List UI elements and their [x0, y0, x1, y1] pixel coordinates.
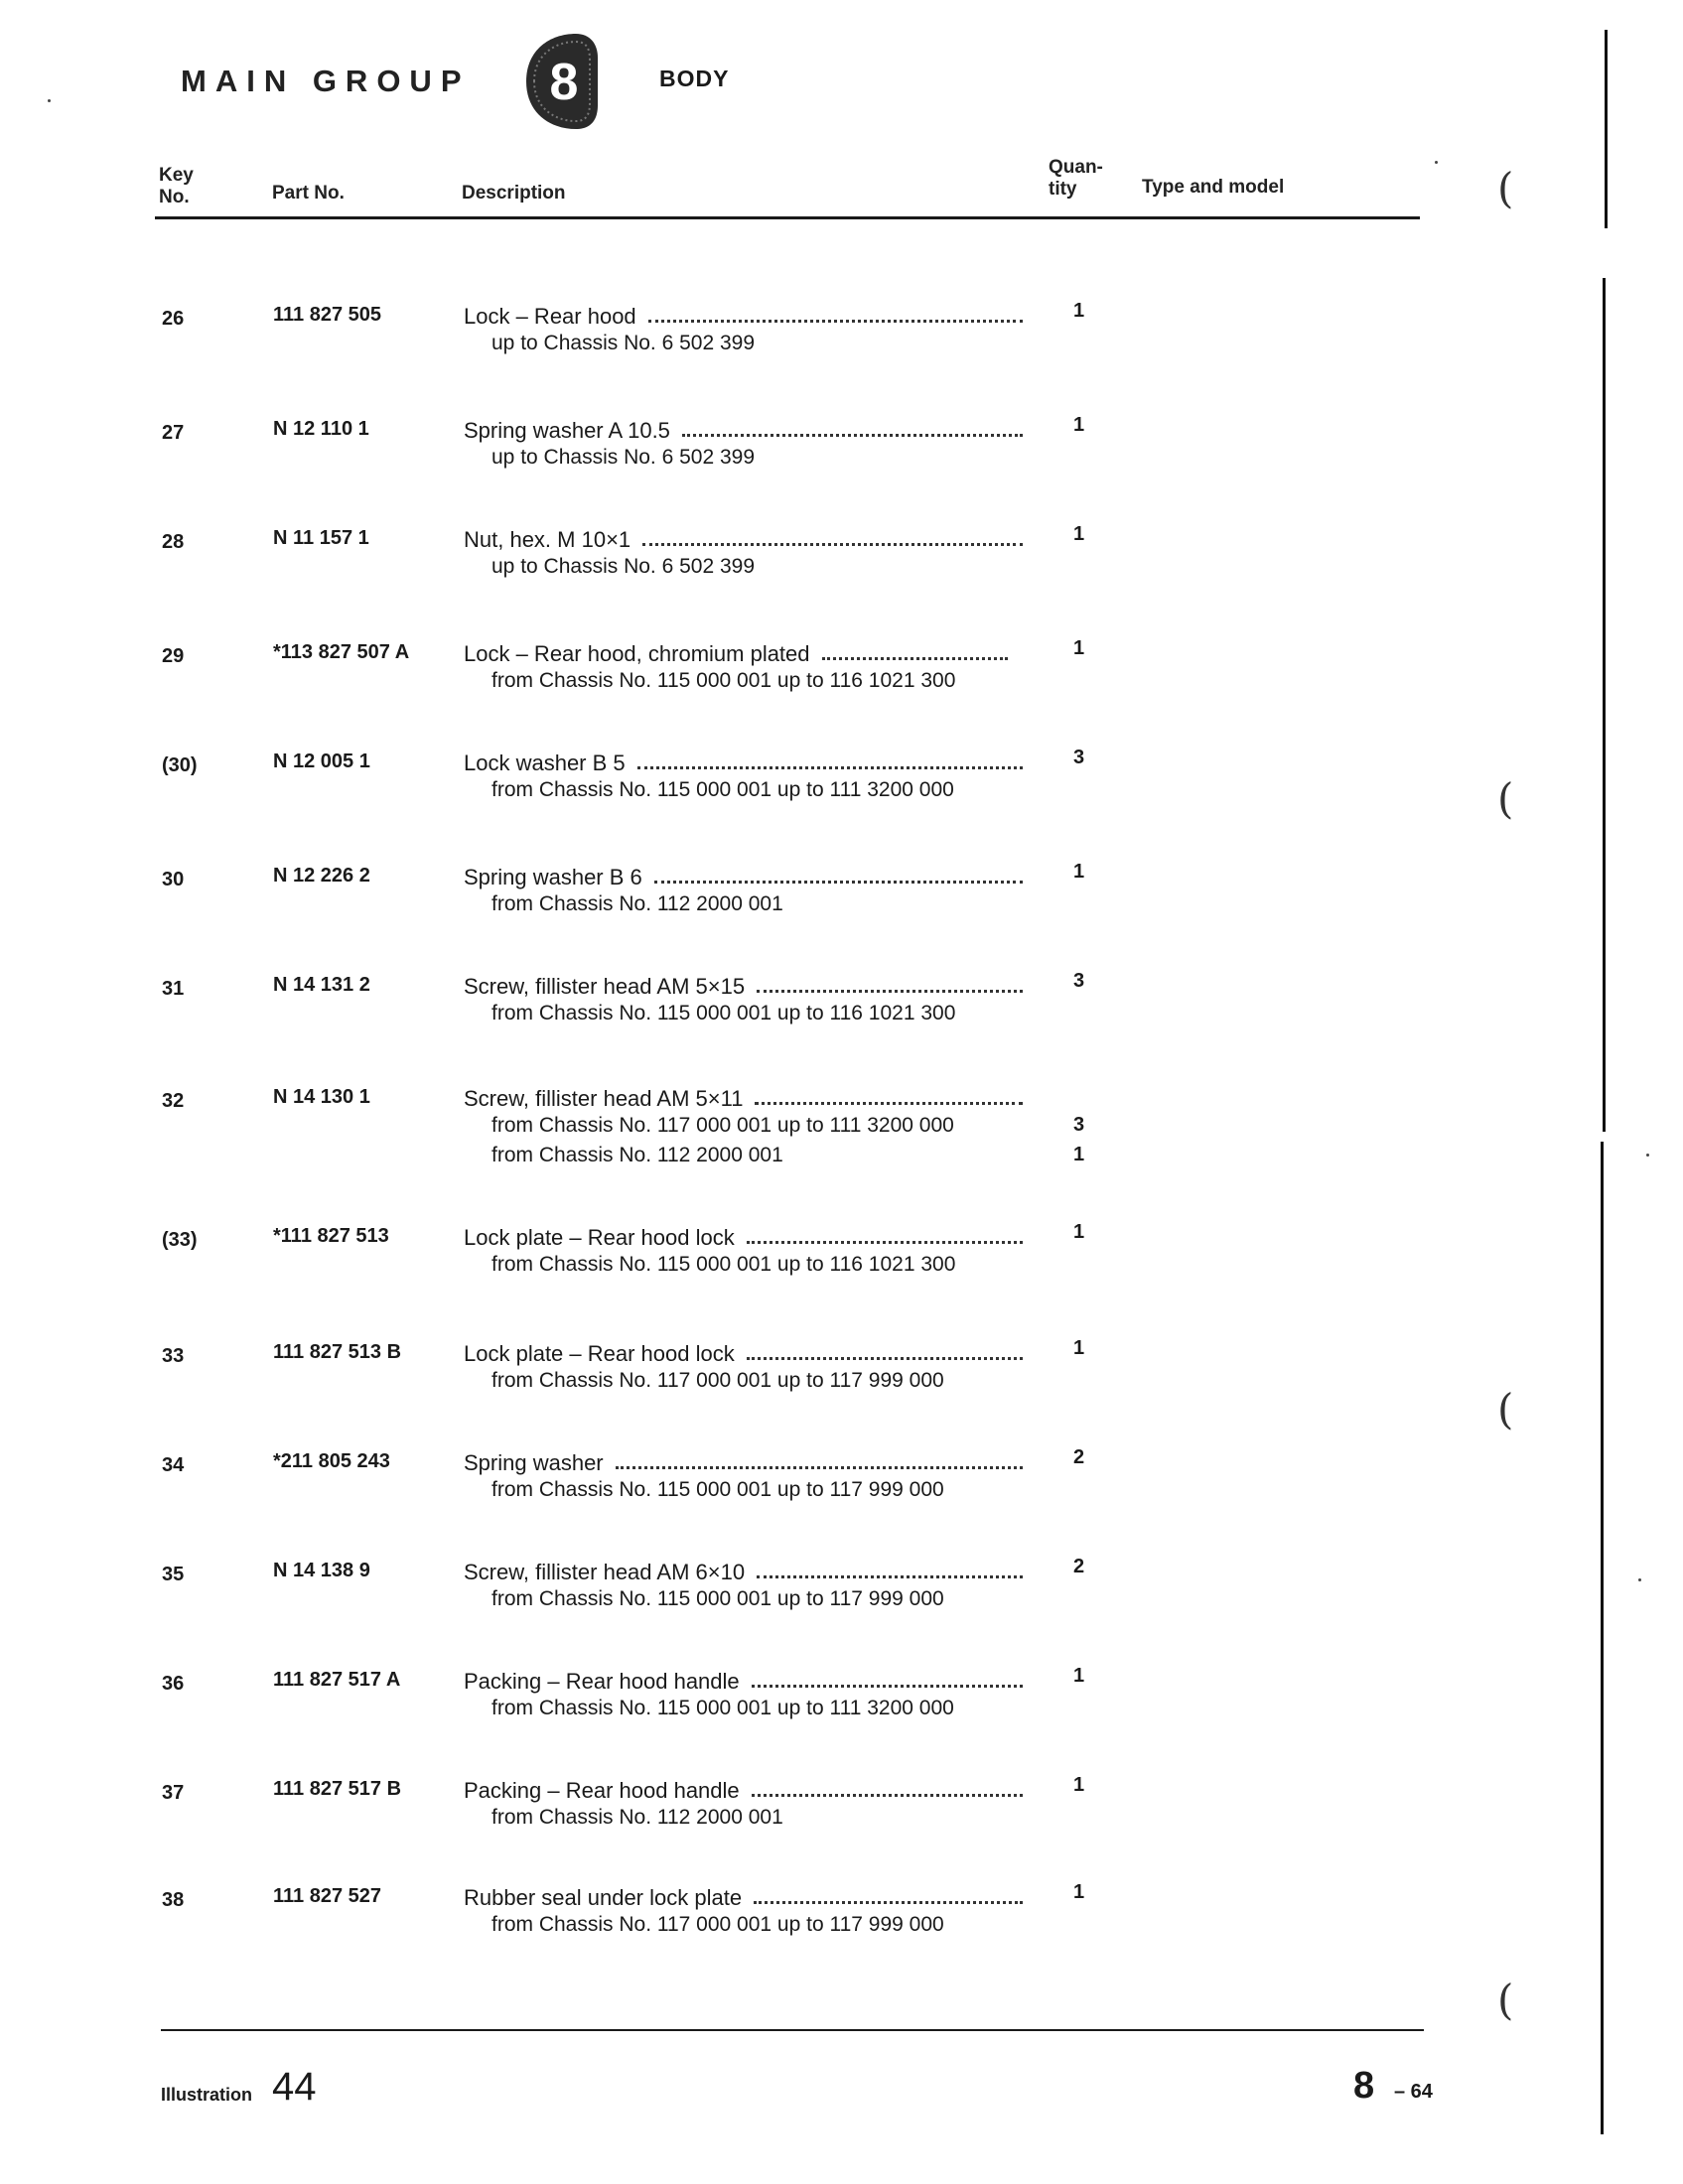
part-description: Spring washer A 10.5 [464, 418, 670, 443]
quantity: 1 [1073, 637, 1085, 659]
chassis-range: from Chassis No. 115 000 001 up to 116 1021 300 [491, 1002, 956, 1024]
key-number: 38 [162, 1889, 185, 1911]
chassis-range: from Chassis No. 117 000 001 up to 117 999 000 [491, 1913, 944, 1936]
dot-leader [616, 1466, 1023, 1469]
page-number-group: 8 [1353, 2065, 1375, 2107]
dot-leader [654, 881, 1023, 884]
binding-edge [1601, 1142, 1604, 2134]
key-number: 32 [162, 1090, 185, 1112]
main-group-label: MAIN GROUP [181, 64, 471, 98]
parts-row [0, 298, 1489, 377]
chassis-range: up to Chassis No. 6 502 399 [491, 446, 756, 469]
chassis-range: from Chassis No. 115 000 001 up to 111 3200 000 [491, 1697, 954, 1719]
dot-leader [757, 990, 1023, 993]
part-description: Lock – Rear hood, chromium plated [464, 641, 810, 666]
key-number: 35 [162, 1564, 185, 1585]
chassis-range: from Chassis No. 117 000 001 up to 111 3200 000 [491, 1114, 954, 1137]
part-number: 111 827 517 A [273, 1669, 401, 1691]
parts-row [0, 412, 1489, 491]
key-number: 31 [162, 978, 185, 1000]
quantity: 2 [1073, 1556, 1085, 1577]
part-description: Screw, fillister head AM 5×11 [464, 1086, 744, 1111]
part-number: *113 827 507 A [273, 641, 410, 663]
key-number: 33 [162, 1345, 185, 1367]
dot-leader [752, 1685, 1023, 1688]
column-header-description: Description [462, 183, 566, 204]
section-title: BODY [659, 66, 730, 91]
chassis-range: up to Chassis No. 6 502 399 [491, 555, 756, 578]
key-number: 30 [162, 869, 185, 890]
dot-leader [642, 543, 1023, 546]
part-number: 111 827 527 [273, 1885, 382, 1907]
header-rule [155, 216, 1420, 219]
key-number: 36 [162, 1673, 185, 1695]
part-description: Packing – Rear hood handle [464, 1778, 740, 1803]
part-description: Lock plate – Rear hood lock [464, 1225, 735, 1250]
quantity: 1 [1073, 1144, 1085, 1165]
parts-row [0, 1772, 1489, 1851]
quantity: 3 [1073, 970, 1085, 992]
part-description: Spring washer [464, 1450, 604, 1475]
key-number: 37 [162, 1782, 185, 1804]
part-description: Lock plate – Rear hood lock [464, 1341, 735, 1366]
binding-hole-mark: ( [1497, 164, 1514, 212]
parts-row [0, 1080, 1489, 1166]
dot-leader [754, 1901, 1023, 1904]
group-number: 8 [549, 54, 579, 111]
part-description: Nut, hex. M 10×1 [464, 527, 631, 552]
dot-leader [648, 320, 1023, 323]
chassis-range: from Chassis No. 115 000 001 up to 111 3200 000 [491, 778, 954, 801]
group-number-badge [520, 30, 602, 133]
page-number-sheet: – 64 [1394, 2081, 1433, 2103]
scan-speck [1638, 1578, 1641, 1581]
quantity: 1 [1073, 1221, 1085, 1243]
footer-rule [161, 2029, 1424, 2031]
chassis-range: from Chassis No. 117 000 001 up to 117 999 000 [491, 1369, 944, 1392]
parts-row [0, 745, 1489, 824]
part-number: N 11 157 1 [273, 527, 369, 549]
binding-hole-mark: ( [1497, 1385, 1514, 1433]
key-number: 26 [162, 308, 185, 330]
key-number: (30) [162, 754, 198, 776]
parts-row [0, 1335, 1489, 1415]
chassis-range: from Chassis No. 115 000 001 up to 117 999 000 [491, 1587, 944, 1610]
quantity: 1 [1073, 414, 1085, 436]
part-number: *111 827 513 [273, 1225, 389, 1247]
scan-speck [1646, 1154, 1649, 1157]
dot-leader [747, 1357, 1023, 1360]
part-number: *211 805 243 [273, 1450, 390, 1472]
parts-row [0, 1879, 1489, 1959]
parts-row [0, 1444, 1489, 1524]
part-number: N 14 138 9 [273, 1560, 370, 1581]
chassis-range: from Chassis No. 112 2000 001 [491, 1806, 783, 1829]
quantity: 3 [1073, 747, 1085, 768]
dot-leader [757, 1575, 1023, 1578]
dot-leader [682, 434, 1023, 437]
scan-speck [1435, 161, 1438, 164]
illustration-number: 44 [272, 2065, 317, 2109]
quantity: 1 [1073, 861, 1085, 883]
quantity: 1 [1073, 523, 1085, 545]
parts-row [0, 1663, 1489, 1742]
binding-edge [1603, 278, 1606, 1132]
parts-row [0, 968, 1489, 1047]
key-number: 29 [162, 645, 185, 667]
chassis-range: from Chassis No. 112 2000 001 [491, 892, 783, 915]
part-description: Rubber seal under lock plate [464, 1885, 743, 1910]
part-description: Lock – Rear hood [464, 304, 636, 329]
quantity: 1 [1073, 1337, 1085, 1359]
quantity: 1 [1073, 1881, 1085, 1903]
dot-leader [755, 1102, 1023, 1105]
parts-row [0, 1219, 1489, 1298]
column-header-quantity: Quan- tity [1049, 157, 1103, 200]
part-description: Spring washer B 6 [464, 865, 642, 889]
part-description: Screw, fillister head AM 6×10 [464, 1560, 746, 1584]
quantity: 1 [1073, 1774, 1085, 1796]
illustration-label: Illustration [161, 2085, 253, 2105]
key-number: 28 [162, 531, 185, 553]
parts-row [0, 1554, 1489, 1633]
dot-leader [747, 1241, 1023, 1244]
chassis-range: up to Chassis No. 6 502 399 [491, 332, 756, 354]
binding-edge [1605, 30, 1608, 228]
quantity: 2 [1073, 1446, 1085, 1468]
binding-hole-mark: ( [1497, 1976, 1514, 2024]
parts-row [0, 635, 1489, 715]
part-number: N 14 131 2 [273, 974, 370, 996]
part-number: N 14 130 1 [273, 1086, 370, 1108]
part-number: N 12 110 1 [273, 418, 369, 440]
column-header-part-no: Part No. [272, 183, 345, 204]
chassis-range: from Chassis No. 115 000 001 up to 116 1021 300 [491, 1253, 956, 1276]
part-description: Packing – Rear hood handle [464, 1669, 740, 1694]
quantity: 3 [1073, 1114, 1085, 1136]
part-number: N 12 226 2 [273, 865, 370, 887]
chassis-range: from Chassis No. 115 000 001 up to 116 1021 300 [491, 669, 956, 692]
dot-leader [752, 1794, 1023, 1797]
parts-row [0, 859, 1489, 938]
column-header-type-model: Type and model [1142, 177, 1285, 198]
scan-speck [48, 99, 51, 102]
binding-hole-mark: ( [1497, 774, 1514, 823]
part-number: 111 827 505 [273, 304, 382, 326]
key-number: 27 [162, 422, 185, 444]
chassis-range: from Chassis No. 115 000 001 up to 117 999 000 [491, 1478, 944, 1501]
column-header-key-no: Key No. [159, 165, 194, 207]
quantity: 1 [1073, 1665, 1085, 1687]
parts-row [0, 521, 1489, 601]
part-description: Lock washer B 5 [464, 751, 626, 775]
key-number: 34 [162, 1454, 185, 1476]
dot-leader [822, 657, 1008, 660]
part-description: Screw, fillister head AM 5×15 [464, 974, 746, 999]
chassis-range: from Chassis No. 112 2000 001 [491, 1144, 783, 1166]
dot-leader [637, 766, 1023, 769]
quantity: 1 [1073, 300, 1085, 322]
part-number: 111 827 513 B [273, 1341, 402, 1363]
part-number: N 12 005 1 [273, 751, 370, 772]
key-number: (33) [162, 1229, 198, 1251]
part-number: 111 827 517 B [273, 1778, 402, 1800]
